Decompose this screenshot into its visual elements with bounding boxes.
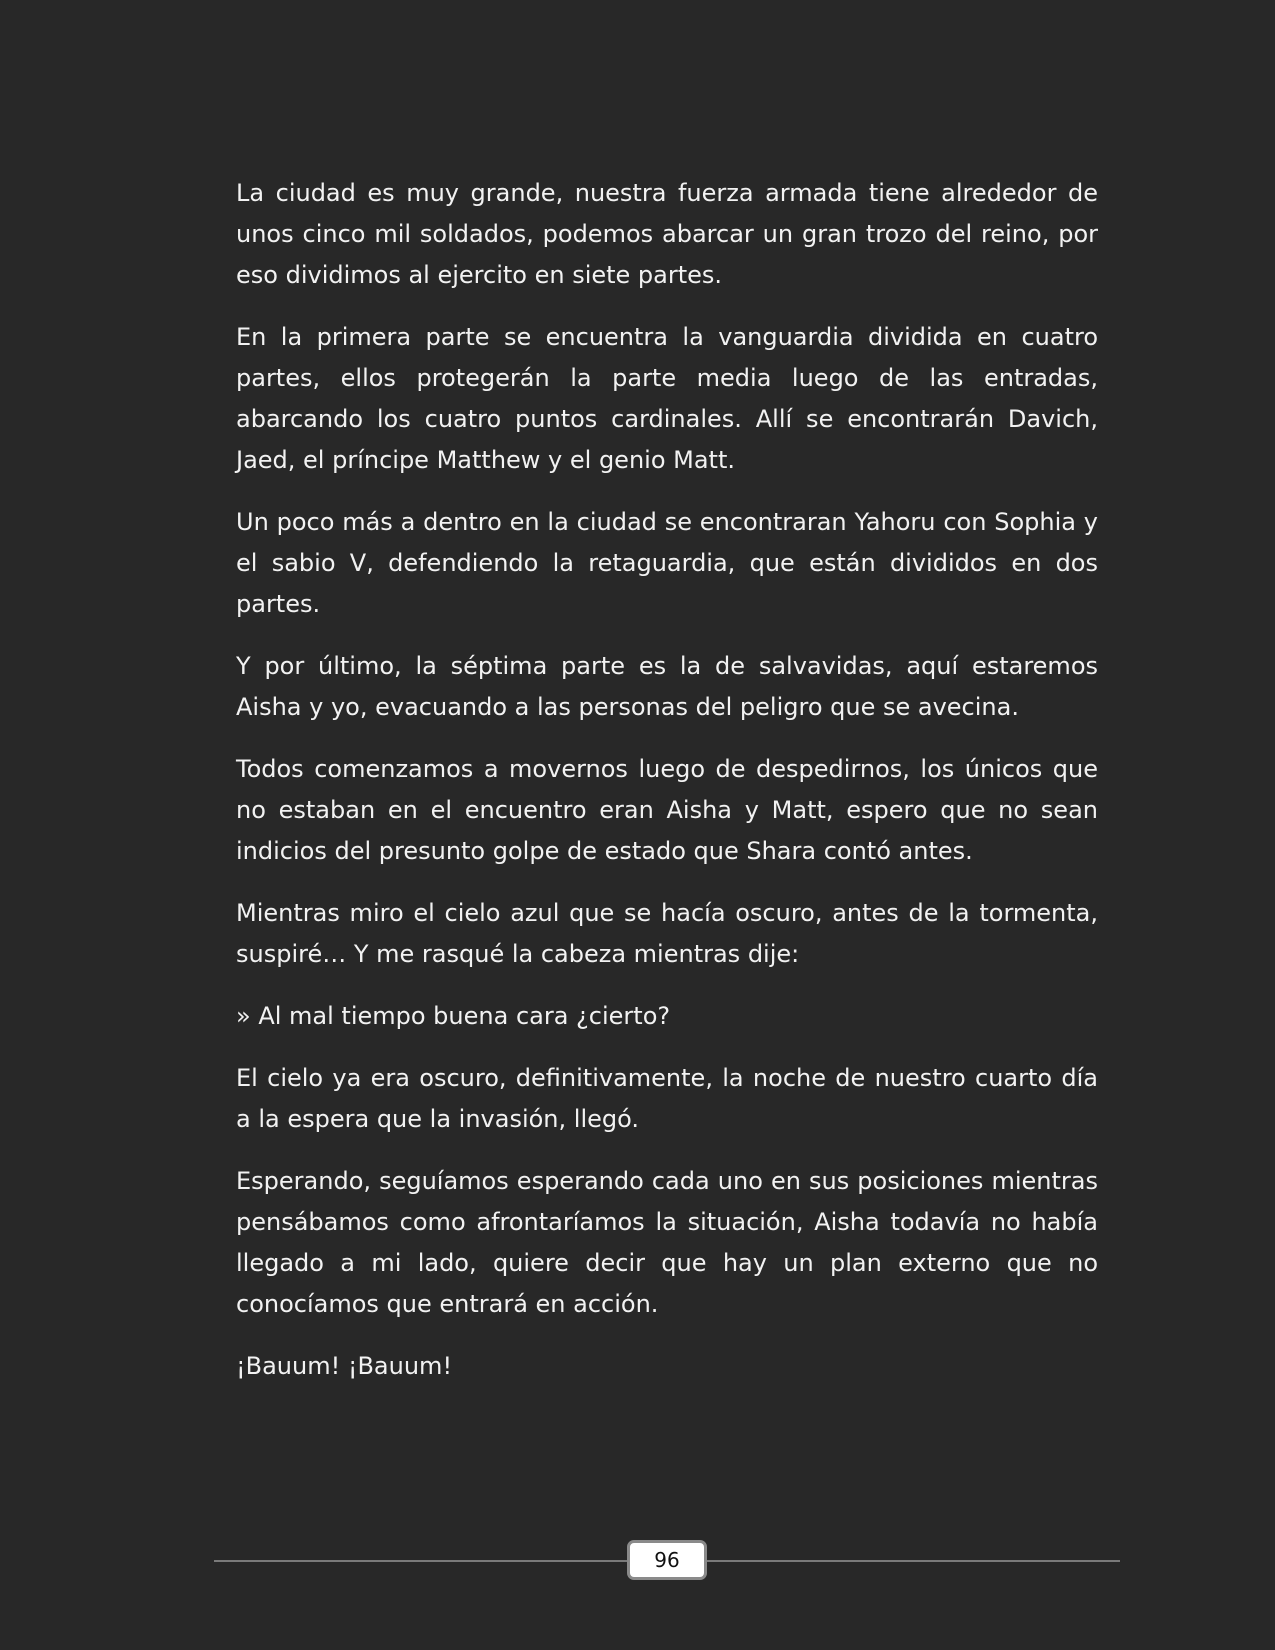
paragraph: Un poco más a dentro en la ciudad se encontraran Yahoru con Sophia y el sabio V, defendiendo la retaguardia, que están divididos en dos partes. bbox=[236, 508, 1098, 618]
paragraph: La ciudad es muy grande, nuestra fuerza armada tiene alrededor de unos cinco mil soldados, podemos abarcar un gran trozo del reino, por eso dividimos al ejercito en siete partes. bbox=[236, 179, 1098, 289]
paragraph: El cielo ya era oscuro, definitivamente, la noche de nuestro cuarto día a la espera que la invasión, llegó. bbox=[236, 1064, 1098, 1133]
paragraph: Y por último, la séptima parte es la de salvavidas, aquí estaremos Aisha y yo, evacuando a las personas del peligro que se avecina. bbox=[236, 652, 1098, 721]
paragraph: ¡Bauum! ¡Bauum! bbox=[236, 1352, 453, 1380]
paragraph: En la primera parte se encuentra la vanguardia dividida en cuatro partes, ellos protegerán la parte media luego de las entradas, abarcando los cuatro puntos cardinales. Allí se encontrarán Davich, Jaed, el príncipe Matthew y el genio Matt. bbox=[236, 323, 1098, 474]
footer-divider-right bbox=[707, 1560, 1120, 1562]
paragraph: Esperando, seguíamos esperando cada uno en sus posiciones mientras pensábamos como afrontaríamos la situación, Aisha todavía no había llegado a mi lado, quiere decir que hay un plan externo que no conocíamos que entrará en acción. bbox=[236, 1167, 1098, 1318]
page-body bbox=[236, 173, 1098, 1408]
page-number: 96 bbox=[627, 1540, 707, 1580]
paragraph: Mientras miro el cielo azul que se hacía oscuro, antes de la tormenta, suspiré… Y me rasqué la cabeza mientras dije: bbox=[236, 899, 1098, 968]
page-footer bbox=[214, 1540, 1120, 1584]
paragraph: Todos comenzamos a movernos luego de despedirnos, los únicos que no estaban en el encuentro eran Aisha y Matt, espero que no sean indicios del presunto golpe de estado que Shara contó antes. bbox=[236, 755, 1098, 865]
paragraph: » Al mal tiempo buena cara ¿cierto? bbox=[236, 1002, 671, 1030]
footer-divider-left bbox=[214, 1560, 627, 1562]
